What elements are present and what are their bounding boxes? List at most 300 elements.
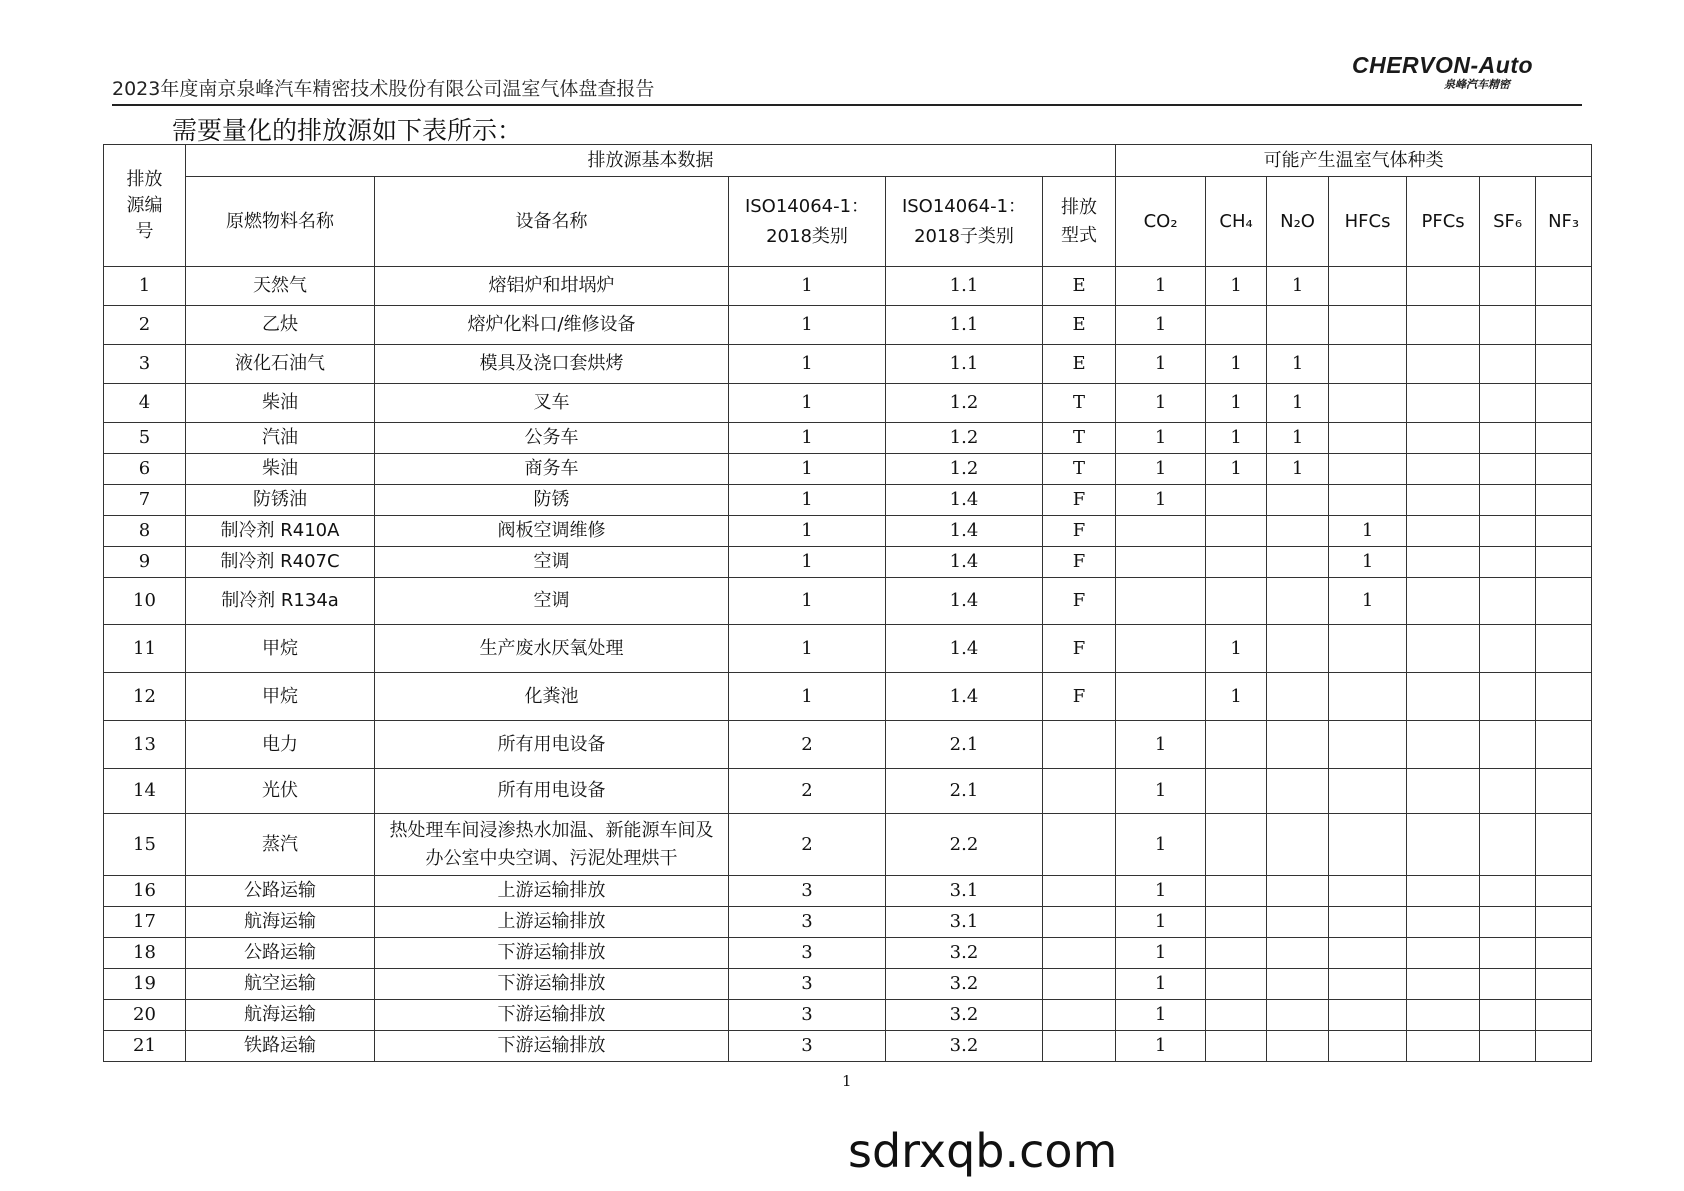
pfcs-cell [1407,673,1480,721]
category-cell: 1 [729,345,886,384]
table-row [104,423,1592,454]
table-row [104,454,1592,485]
header-divider [112,104,1582,106]
type-cell [1043,814,1116,876]
co2-cell: 1 [1116,384,1206,423]
col-header-sf6: SF₆ [1480,177,1536,267]
row-number: 4 [104,384,186,423]
equipment-cell: 生产废水厌氧处理 [375,625,729,673]
type-cell [1043,907,1116,938]
equipment-cell: 公务车 [375,423,729,454]
hfcs-cell [1329,1000,1407,1031]
table-row [104,721,1592,769]
row-number: 15 [104,814,186,876]
table-row [104,516,1592,547]
type-cell: E [1043,267,1116,306]
sf6-cell [1480,454,1536,485]
co2-cell: 1 [1116,423,1206,454]
row-number: 12 [104,673,186,721]
material-cell: 柴油 [186,384,375,423]
equipment-cell: 化粪池 [375,673,729,721]
n2o-cell [1267,969,1329,1000]
co2-cell: 1 [1116,306,1206,345]
company-logo [1352,52,1552,96]
material-cell: 甲烷 [186,625,375,673]
hfcs-cell [1329,907,1407,938]
pfcs-cell [1407,721,1480,769]
category-cell: 1 [729,516,886,547]
row-number: 5 [104,423,186,454]
page-number: 1 [842,1072,852,1090]
subcategory-cell: 2.2 [886,814,1043,876]
subcategory-cell: 1.2 [886,423,1043,454]
ch4-cell: 1 [1206,345,1267,384]
hfcs-cell [1329,384,1407,423]
equipment-cell: 下游运输排放 [375,969,729,1000]
n2o-cell: 1 [1267,454,1329,485]
group-header-gases: 可能产生温室气体种类 [1116,145,1592,177]
row-number: 19 [104,969,186,1000]
equipment-cell: 熔炉化料口/维修设备 [375,306,729,345]
nf3-cell [1536,384,1592,423]
nf3-cell [1536,907,1592,938]
row-number: 7 [104,485,186,516]
equipment-cell: 热处理车间浸渗热水加温、新能源车间及办公室中央空调、污泥处理烘干 [375,814,729,876]
col-header-id: 排放源编号 [104,145,186,267]
equipment-cell: 商务车 [375,454,729,485]
co2-cell: 1 [1116,907,1206,938]
material-cell: 制冷剂 R410A [186,516,375,547]
subcategory-cell: 1.4 [886,578,1043,625]
nf3-cell [1536,1031,1592,1062]
category-cell: 2 [729,721,886,769]
sf6-cell [1480,578,1536,625]
co2-cell [1116,673,1206,721]
sf6-cell [1480,485,1536,516]
category-cell: 1 [729,625,886,673]
table-row [104,345,1592,384]
subcategory-cell: 1.2 [886,454,1043,485]
type-cell [1043,876,1116,907]
ch4-cell: 1 [1206,267,1267,306]
material-cell: 电力 [186,721,375,769]
type-cell: T [1043,384,1116,423]
subcategory-cell: 3.1 [886,876,1043,907]
hfcs-cell [1329,769,1407,814]
type-cell: T [1043,454,1116,485]
subcategory-cell: 1.4 [886,516,1043,547]
sf6-cell [1480,1031,1536,1062]
col-header-nf3: NF₃ [1536,177,1592,267]
n2o-cell [1267,547,1329,578]
co2-cell: 1 [1116,267,1206,306]
material-cell: 光伏 [186,769,375,814]
subcategory-cell: 1.4 [886,485,1043,516]
ch4-cell [1206,516,1267,547]
row-number: 21 [104,1031,186,1062]
equipment-cell: 空调 [375,578,729,625]
nf3-cell [1536,938,1592,969]
table-row [104,547,1592,578]
type-cell: T [1043,423,1116,454]
co2-cell [1116,578,1206,625]
table-row [104,267,1592,306]
type-cell: F [1043,673,1116,721]
nf3-cell [1536,267,1592,306]
sf6-cell [1480,907,1536,938]
hfcs-cell: 1 [1329,578,1407,625]
category-cell: 1 [729,423,886,454]
type-cell [1043,938,1116,969]
sf6-cell [1480,625,1536,673]
type-cell: F [1043,516,1116,547]
type-cell: F [1043,547,1116,578]
hfcs-cell [1329,938,1407,969]
report-title: 2023年度南京泉峰汽车精密技术股份有限公司温室气体盘查报告 [112,78,655,100]
subcategory-cell: 2.1 [886,721,1043,769]
n2o-cell: 1 [1267,267,1329,306]
ch4-cell [1206,578,1267,625]
subcategory-cell: 1.4 [886,673,1043,721]
material-cell: 航海运输 [186,907,375,938]
sf6-cell [1480,969,1536,1000]
n2o-cell [1267,578,1329,625]
material-cell: 防锈油 [186,485,375,516]
hfcs-cell [1329,454,1407,485]
emission-source-table [103,144,1592,1062]
material-cell: 液化石油气 [186,345,375,384]
material-cell: 蒸汽 [186,814,375,876]
sf6-cell [1480,938,1536,969]
category-cell: 1 [729,267,886,306]
material-cell: 公路运输 [186,876,375,907]
sf6-cell [1480,769,1536,814]
table-row [104,306,1592,345]
table-row [104,938,1592,969]
pfcs-cell [1407,306,1480,345]
subcategory-cell: 3.2 [886,969,1043,1000]
n2o-cell [1267,769,1329,814]
nf3-cell [1536,306,1592,345]
type-cell: F [1043,625,1116,673]
hfcs-cell: 1 [1329,516,1407,547]
co2-cell: 1 [1116,721,1206,769]
pfcs-cell [1407,578,1480,625]
sf6-cell [1480,1000,1536,1031]
pfcs-cell [1407,1000,1480,1031]
table-row [104,673,1592,721]
n2o-cell: 1 [1267,384,1329,423]
category-cell: 3 [729,969,886,1000]
sf6-cell [1480,516,1536,547]
subcategory-cell: 1.1 [886,306,1043,345]
n2o-cell: 1 [1267,345,1329,384]
subcategory-cell: 3.2 [886,1000,1043,1031]
n2o-cell [1267,485,1329,516]
sf6-cell [1480,384,1536,423]
hfcs-cell [1329,625,1407,673]
col-header-co2: CO₂ [1116,177,1206,267]
sf6-cell [1480,876,1536,907]
type-cell: E [1043,345,1116,384]
pfcs-cell [1407,423,1480,454]
pfcs-cell [1407,384,1480,423]
ch4-cell [1206,907,1267,938]
pfcs-cell [1407,969,1480,1000]
subcategory-cell: 3.2 [886,938,1043,969]
nf3-cell [1536,516,1592,547]
co2-cell [1116,516,1206,547]
sf6-cell [1480,673,1536,721]
table-row [104,769,1592,814]
nf3-cell [1536,814,1592,876]
n2o-cell [1267,673,1329,721]
sf6-cell [1480,267,1536,306]
row-number: 17 [104,907,186,938]
category-cell: 1 [729,673,886,721]
watermark-text: sdrxqb.com [848,1124,1118,1178]
pfcs-cell [1407,1031,1480,1062]
subcategory-cell: 1.4 [886,547,1043,578]
n2o-cell [1267,1031,1329,1062]
table-row [104,384,1592,423]
n2o-cell [1267,814,1329,876]
sf6-cell [1480,423,1536,454]
category-cell: 1 [729,485,886,516]
category-cell: 3 [729,1031,886,1062]
row-number: 20 [104,1000,186,1031]
table-body [104,267,1592,1062]
co2-cell: 1 [1116,876,1206,907]
ch4-cell [1206,1000,1267,1031]
nf3-cell [1536,625,1592,673]
material-cell: 铁路运输 [186,1031,375,1062]
hfcs-cell: 1 [1329,547,1407,578]
co2-cell: 1 [1116,454,1206,485]
category-cell: 2 [729,814,886,876]
category-cell: 3 [729,907,886,938]
type-cell [1043,969,1116,1000]
sf6-cell [1480,721,1536,769]
row-number: 18 [104,938,186,969]
material-cell: 制冷剂 R134a [186,578,375,625]
co2-cell: 1 [1116,969,1206,1000]
category-cell: 3 [729,1000,886,1031]
type-cell [1043,1000,1116,1031]
pfcs-cell [1407,814,1480,876]
row-number: 14 [104,769,186,814]
hfcs-cell [1329,673,1407,721]
ch4-cell [1206,876,1267,907]
nf3-cell [1536,485,1592,516]
material-cell: 汽油 [186,423,375,454]
nf3-cell [1536,969,1592,1000]
co2-cell: 1 [1116,1000,1206,1031]
category-cell: 1 [729,578,886,625]
col-header-n2o: N₂O [1267,177,1329,267]
hfcs-cell [1329,969,1407,1000]
type-cell [1043,769,1116,814]
pfcs-cell [1407,938,1480,969]
type-cell [1043,1031,1116,1062]
equipment-cell: 所有用电设备 [375,721,729,769]
nf3-cell [1536,721,1592,769]
type-cell: F [1043,578,1116,625]
type-cell [1043,721,1116,769]
ch4-cell [1206,769,1267,814]
co2-cell: 1 [1116,814,1206,876]
type-cell: E [1043,306,1116,345]
equipment-cell: 上游运输排放 [375,876,729,907]
equipment-cell: 防锈 [375,485,729,516]
logo-subtitle: 泉峰汽车精密 [1444,78,1510,91]
material-cell: 乙炔 [186,306,375,345]
col-header-equipment: 设备名称 [375,177,729,267]
equipment-cell: 下游运输排放 [375,1000,729,1031]
pfcs-cell [1407,485,1480,516]
co2-cell: 1 [1116,345,1206,384]
hfcs-cell [1329,876,1407,907]
n2o-cell [1267,938,1329,969]
table-row [104,485,1592,516]
nf3-cell [1536,454,1592,485]
co2-cell: 1 [1116,1031,1206,1062]
ch4-cell [1206,306,1267,345]
co2-cell [1116,625,1206,673]
row-number: 9 [104,547,186,578]
table-row [104,625,1592,673]
ch4-cell: 1 [1206,384,1267,423]
ch4-cell [1206,938,1267,969]
hfcs-cell [1329,345,1407,384]
subcategory-cell: 2.1 [886,769,1043,814]
subcategory-cell: 1.4 [886,625,1043,673]
nf3-cell [1536,423,1592,454]
col-header-material: 原燃物料名称 [186,177,375,267]
hfcs-cell [1329,1031,1407,1062]
nf3-cell [1536,547,1592,578]
ch4-cell [1206,721,1267,769]
category-cell: 3 [729,876,886,907]
col-header-subcategory: ISO14064-1：2018子类别 [886,177,1043,267]
group-header-basic: 排放源基本数据 [186,145,1116,177]
col-header-category: ISO14064-1：2018类别 [729,177,886,267]
material-cell: 公路运输 [186,938,375,969]
row-number: 16 [104,876,186,907]
subcategory-cell: 1.1 [886,345,1043,384]
category-cell: 3 [729,938,886,969]
row-number: 6 [104,454,186,485]
category-cell: 1 [729,547,886,578]
pfcs-cell [1407,516,1480,547]
nf3-cell [1536,345,1592,384]
table-row [104,578,1592,625]
nf3-cell [1536,1000,1592,1031]
ch4-cell [1206,485,1267,516]
col-header-ch4: CH₄ [1206,177,1267,267]
ch4-cell: 1 [1206,423,1267,454]
material-cell: 航海运输 [186,1000,375,1031]
material-cell: 航空运输 [186,969,375,1000]
category-cell: 1 [729,454,886,485]
pfcs-cell [1407,454,1480,485]
pfcs-cell [1407,876,1480,907]
material-cell: 甲烷 [186,673,375,721]
hfcs-cell [1329,267,1407,306]
sf6-cell [1480,306,1536,345]
col-header-pfcs: PFCs [1407,177,1480,267]
pfcs-cell [1407,769,1480,814]
co2-cell: 1 [1116,938,1206,969]
ch4-cell [1206,547,1267,578]
table-row [104,1031,1592,1062]
row-number: 2 [104,306,186,345]
equipment-cell: 熔铝炉和坩埚炉 [375,267,729,306]
ch4-cell [1206,814,1267,876]
ch4-cell [1206,969,1267,1000]
nf3-cell [1536,578,1592,625]
pfcs-cell [1407,547,1480,578]
table-row [104,876,1592,907]
ch4-cell [1206,1031,1267,1062]
table-row [104,907,1592,938]
n2o-cell [1267,516,1329,547]
n2o-cell [1267,1000,1329,1031]
n2o-cell: 1 [1267,423,1329,454]
nf3-cell [1536,673,1592,721]
row-number: 1 [104,267,186,306]
category-cell: 2 [729,769,886,814]
row-number: 13 [104,721,186,769]
nf3-cell [1536,769,1592,814]
hfcs-cell [1329,306,1407,345]
ch4-cell: 1 [1206,673,1267,721]
n2o-cell [1267,721,1329,769]
hfcs-cell [1329,485,1407,516]
n2o-cell [1267,306,1329,345]
row-number: 10 [104,578,186,625]
subcategory-cell: 3.2 [886,1031,1043,1062]
equipment-cell: 所有用电设备 [375,769,729,814]
material-cell: 柴油 [186,454,375,485]
table-row [104,1000,1592,1031]
col-header-hfcs: HFCs [1329,177,1407,267]
n2o-cell [1267,907,1329,938]
equipment-cell: 下游运输排放 [375,1031,729,1062]
equipment-cell: 下游运输排放 [375,938,729,969]
pfcs-cell [1407,267,1480,306]
sf6-cell [1480,547,1536,578]
pfcs-cell [1407,907,1480,938]
sf6-cell [1480,814,1536,876]
hfcs-cell [1329,814,1407,876]
subcategory-cell: 1.2 [886,384,1043,423]
col-header-type: 排放型式 [1043,177,1116,267]
subcategory-cell: 1.1 [886,267,1043,306]
co2-cell: 1 [1116,769,1206,814]
type-cell: F [1043,485,1116,516]
row-number: 11 [104,625,186,673]
material-cell: 天然气 [186,267,375,306]
hfcs-cell [1329,721,1407,769]
equipment-cell: 叉车 [375,384,729,423]
subcategory-cell: 3.1 [886,907,1043,938]
ch4-cell: 1 [1206,454,1267,485]
hfcs-cell [1329,423,1407,454]
equipment-cell: 空调 [375,547,729,578]
table-row [104,969,1592,1000]
logo-wordmark: CHERVON-Auto [1352,52,1534,78]
